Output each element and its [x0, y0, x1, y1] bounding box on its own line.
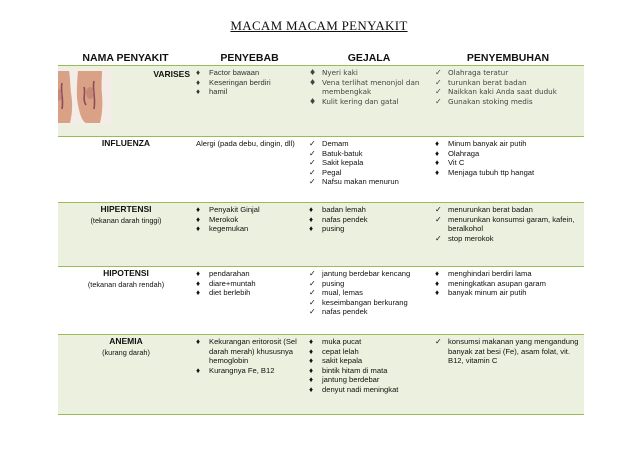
- table-row-hipotensi: [58, 267, 584, 335]
- disease-subtitle: (tekanan darah rendah): [87, 279, 165, 289]
- disease-cell: [58, 137, 193, 203]
- disease-name: HIPERTENSI: [100, 204, 152, 214]
- disease-cell: [58, 203, 193, 267]
- symptom-cell: [306, 335, 432, 415]
- cause-cell: [193, 203, 306, 267]
- cause-text: Alergi (pada debu, dingin, dll): [196, 139, 295, 148]
- treatment-cell: [432, 203, 584, 267]
- cause-cell: [193, 66, 306, 137]
- symptom-item: ♦ denyut nadi meningkat: [309, 385, 430, 395]
- disease-name: INFLUENZA: [101, 138, 151, 148]
- symptom-cell: [306, 137, 432, 203]
- symptom-item: ✓ pusing: [309, 279, 430, 289]
- symptom-cell: [306, 267, 432, 335]
- header-row: [58, 50, 584, 66]
- treatment-item: ✓ Olahraga teratur: [435, 68, 582, 78]
- disease-subtitle: (tekanan darah tinggi): [90, 215, 162, 225]
- symptom-item: ♦ Vena terlihat menonjol dan membengkak: [309, 78, 430, 97]
- treatment-item: ♦ menghindari berdiri lama: [435, 269, 582, 279]
- symptom-item: ✓ mual, lemas: [309, 288, 430, 298]
- table-row-varises: [58, 66, 584, 137]
- cause-item: ♦ Merokok: [196, 215, 304, 225]
- disease-subtitle: (kurang darah): [102, 347, 150, 357]
- cause-cell: [193, 335, 306, 415]
- document-title: MACAM MACAM PENYAKIT: [230, 18, 408, 33]
- treatment-item: ✓ turunkan berat badan: [435, 78, 582, 88]
- cause-item: ♦ Kekurangan eritorosit (Sel darah merah) khususnya hemoglobin: [196, 337, 304, 366]
- disease-cell: [58, 66, 193, 137]
- treatment-item: ♦ Vit C: [435, 158, 582, 168]
- symptom-item: ✓ Nafsu makan menurun: [309, 177, 430, 187]
- cause-item: ♦ pendarahan: [196, 269, 304, 279]
- header-disease-name: NAMA PENYAKIT: [58, 50, 193, 66]
- symptom-item: ♦ bintik hitam di mata: [309, 366, 430, 376]
- treatment-item: ♦ banyak minum air putih: [435, 288, 582, 298]
- cause-item: ♦ diare+muntah: [196, 279, 304, 289]
- treatment-item: ✓ menurunkan berat badan: [435, 205, 582, 215]
- symptom-item: ♦ Kulit kering dan gatal: [309, 97, 430, 107]
- symptom-item: ♦ Nyeri kaki: [309, 68, 430, 78]
- treatment-item: ♦ Olahraga: [435, 149, 582, 159]
- symptom-item: ♦ sakit kepala: [309, 356, 430, 366]
- symptom-cell: [306, 66, 432, 137]
- symptom-item: ♦ pusing: [309, 224, 430, 234]
- treatment-item: ✓ menurunkan konsumsi garam, kafein, beralkohol: [435, 215, 582, 234]
- symptom-item: ♦ badan lemah: [309, 205, 430, 215]
- treatment-item: ♦ Minum banyak air putih: [435, 139, 582, 149]
- treatment-item: ✓ stop merokok: [435, 234, 582, 244]
- table-row-anemia: [58, 335, 584, 415]
- cause-cell: [193, 267, 306, 335]
- treatment-cell: [432, 335, 584, 415]
- legs-photo-icon: [58, 69, 112, 125]
- treatment-cell: [432, 137, 584, 203]
- treatment-cell: [432, 66, 584, 137]
- symptom-item: ♦ cepat lelah: [309, 347, 430, 357]
- treatment-item: ✓ konsumsi makanan yang mengandung banyak zat besi (Fe), asam folat, vit. B12, vitamin C: [435, 337, 582, 366]
- treatment-item: ♦ meningkatkan asupan garam: [435, 279, 582, 289]
- cause-item: ♦ Kurangnya Fe, B12: [196, 366, 304, 376]
- cause-cell: [193, 137, 306, 203]
- header-symptom: GEJALA: [306, 50, 432, 66]
- disease-table: [58, 50, 584, 415]
- treatment-item: ✓ Naikkan kaki Anda saat duduk: [435, 87, 582, 97]
- disease-name: ANEMIA: [109, 336, 143, 346]
- table-row-influenza: [58, 137, 584, 203]
- symptom-item: ✓ Pegal: [309, 168, 430, 178]
- disease-cell: [58, 267, 193, 335]
- treatment-cell: [432, 267, 584, 335]
- header-cause: PENYEBAB: [193, 50, 306, 66]
- cause-item: ♦ kegemukan: [196, 224, 304, 234]
- disease-name: HIPOTENSI: [103, 268, 149, 278]
- treatment-item: ♦ Menjaga tubuh ttp hangat: [435, 168, 582, 178]
- symptom-item: ♦ muka pucat: [309, 337, 430, 347]
- cause-item: ♦ Factor bawaan: [196, 68, 304, 78]
- symptom-item: ✓ Sakit kepala: [309, 158, 430, 168]
- symptom-item: ♦ jantung berdebar: [309, 375, 430, 385]
- cause-item: ♦ Keseringan berdiri: [196, 78, 304, 88]
- symptom-item: ✓ jantung berdebar kencang: [309, 269, 430, 279]
- header-treatment: PENYEMBUHAN: [432, 50, 584, 66]
- disease-cell: [58, 335, 193, 415]
- cause-item: ♦ hamil: [196, 87, 304, 97]
- symptom-item: ✓ Batuk-batuk: [309, 149, 430, 159]
- symptom-item: ✓ keseimbangan berkurang: [309, 298, 430, 308]
- symptom-item: ✓ nafas pendek: [309, 307, 430, 317]
- symptom-cell: [306, 203, 432, 267]
- symptom-item: ✓ Demam: [309, 139, 430, 149]
- treatment-item: ✓ Gunakan stoking medis: [435, 97, 582, 107]
- cause-item: ♦ Penyakit Ginjal: [196, 205, 304, 215]
- symptom-item: ♦ nafas pendek: [309, 215, 430, 225]
- cause-item: ♦ diet berlebih: [196, 288, 304, 298]
- table-row-hipertensi: [58, 203, 584, 267]
- disease-name: VARISES: [153, 69, 190, 79]
